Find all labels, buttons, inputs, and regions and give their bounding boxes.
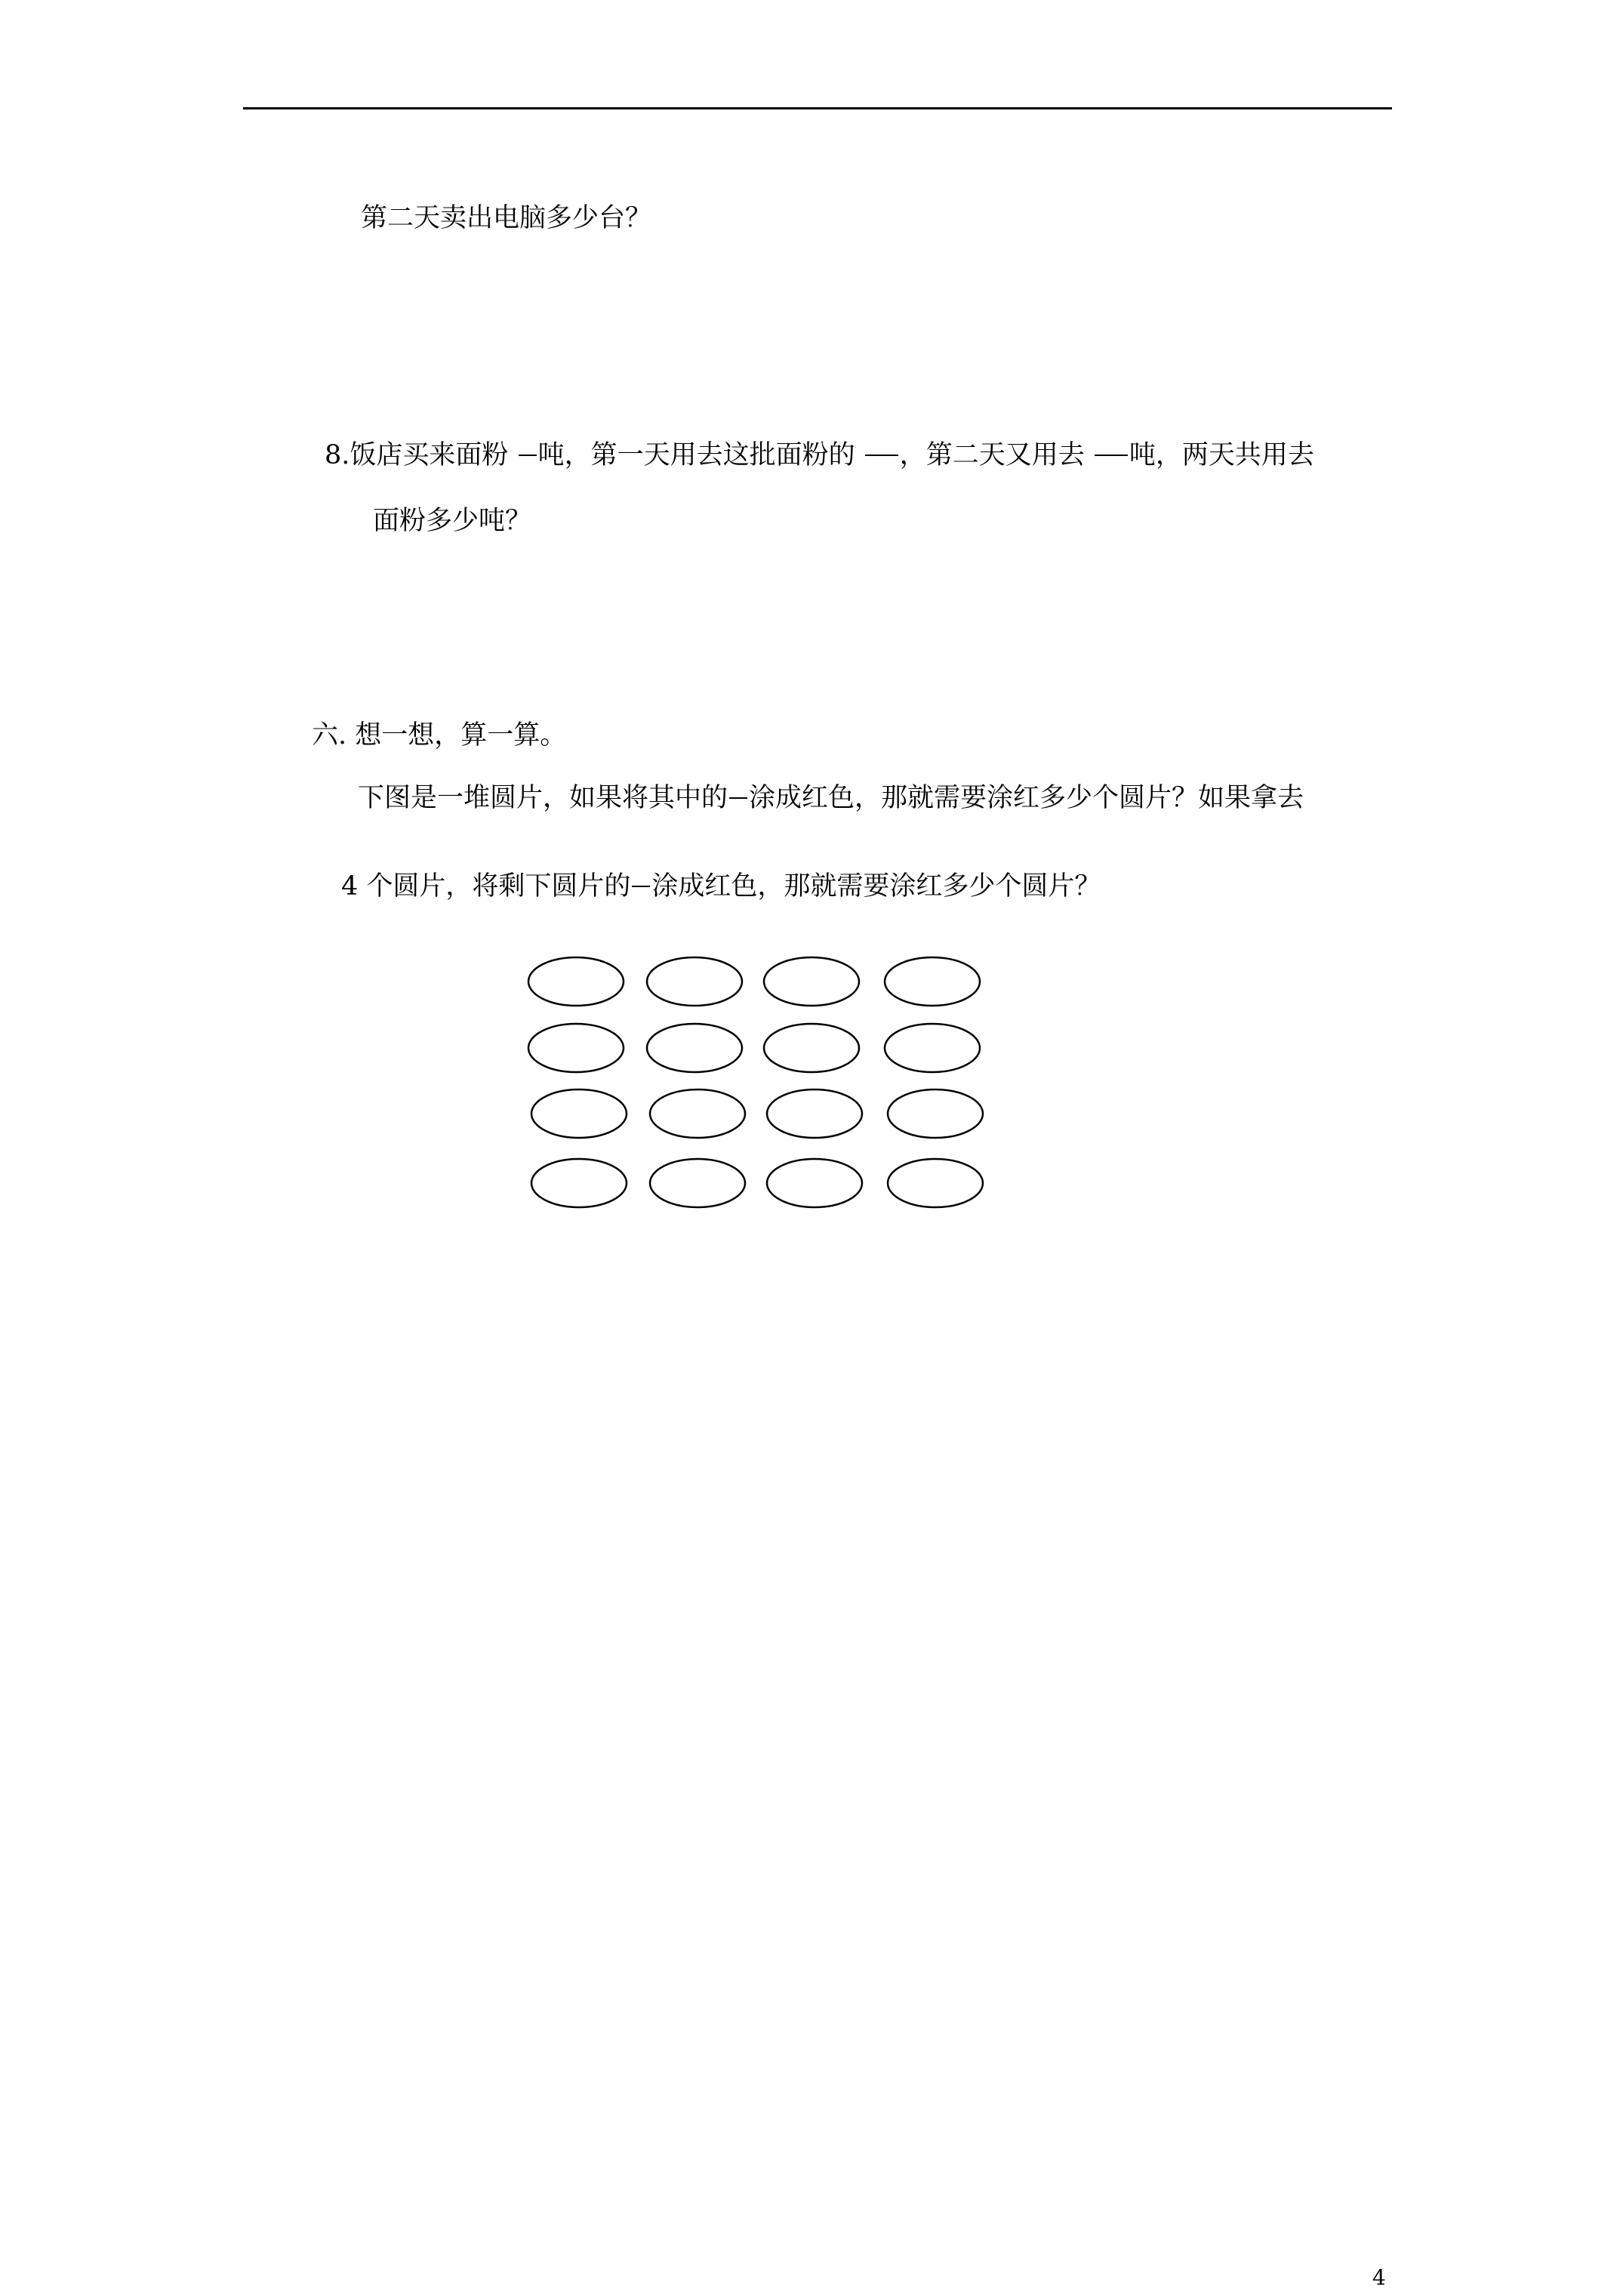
s6-text-2: 涂成红色，那就需要涂红多少个圆片？如果拿去 <box>749 783 1304 813</box>
section-6-heading: 六. 想一想，算一算。 <box>312 720 567 750</box>
q8-text-4: 吨，两天共用去 <box>1129 440 1314 470</box>
circle-piece <box>888 1089 983 1138</box>
question-number: 8. <box>325 440 350 470</box>
circle-piece <box>528 1024 624 1072</box>
circle-piece <box>650 1159 745 1207</box>
circle-piece <box>767 1089 862 1138</box>
q8-text-2: 吨，第一天用去这批面粉的 <box>537 440 855 470</box>
circle-piece <box>885 957 980 1006</box>
circle-piece <box>764 957 859 1006</box>
circle-piece <box>528 957 624 1006</box>
question-8-line-2: 面粉多少吨？ <box>373 506 532 536</box>
q8-text-1: 饭店买来面粉 <box>350 440 509 470</box>
q7-continuation: 第二天卖出电脑多少台？ <box>361 203 652 233</box>
circle-piece <box>531 1089 627 1138</box>
page-number: 4 <box>1372 2265 1386 2290</box>
circle-piece <box>888 1159 983 1207</box>
s6-text-4: 涂成红色，那就需要涂红多少个圆片？ <box>651 871 1101 901</box>
s6-text-3: 4 个圆片，将剩下圆片的 <box>341 871 631 901</box>
circle-piece <box>764 1024 859 1072</box>
circle-piece <box>885 1024 980 1072</box>
circle-piece <box>647 957 742 1006</box>
circle-piece <box>767 1159 862 1207</box>
circle-piece <box>647 1024 742 1072</box>
q8-text-3: ，第二天又用去 <box>899 440 1085 470</box>
circle-piece <box>531 1159 627 1207</box>
s6-text-1: 下图是一堆圆片，如果将其中的 <box>358 783 728 813</box>
circle-piece <box>650 1089 745 1138</box>
